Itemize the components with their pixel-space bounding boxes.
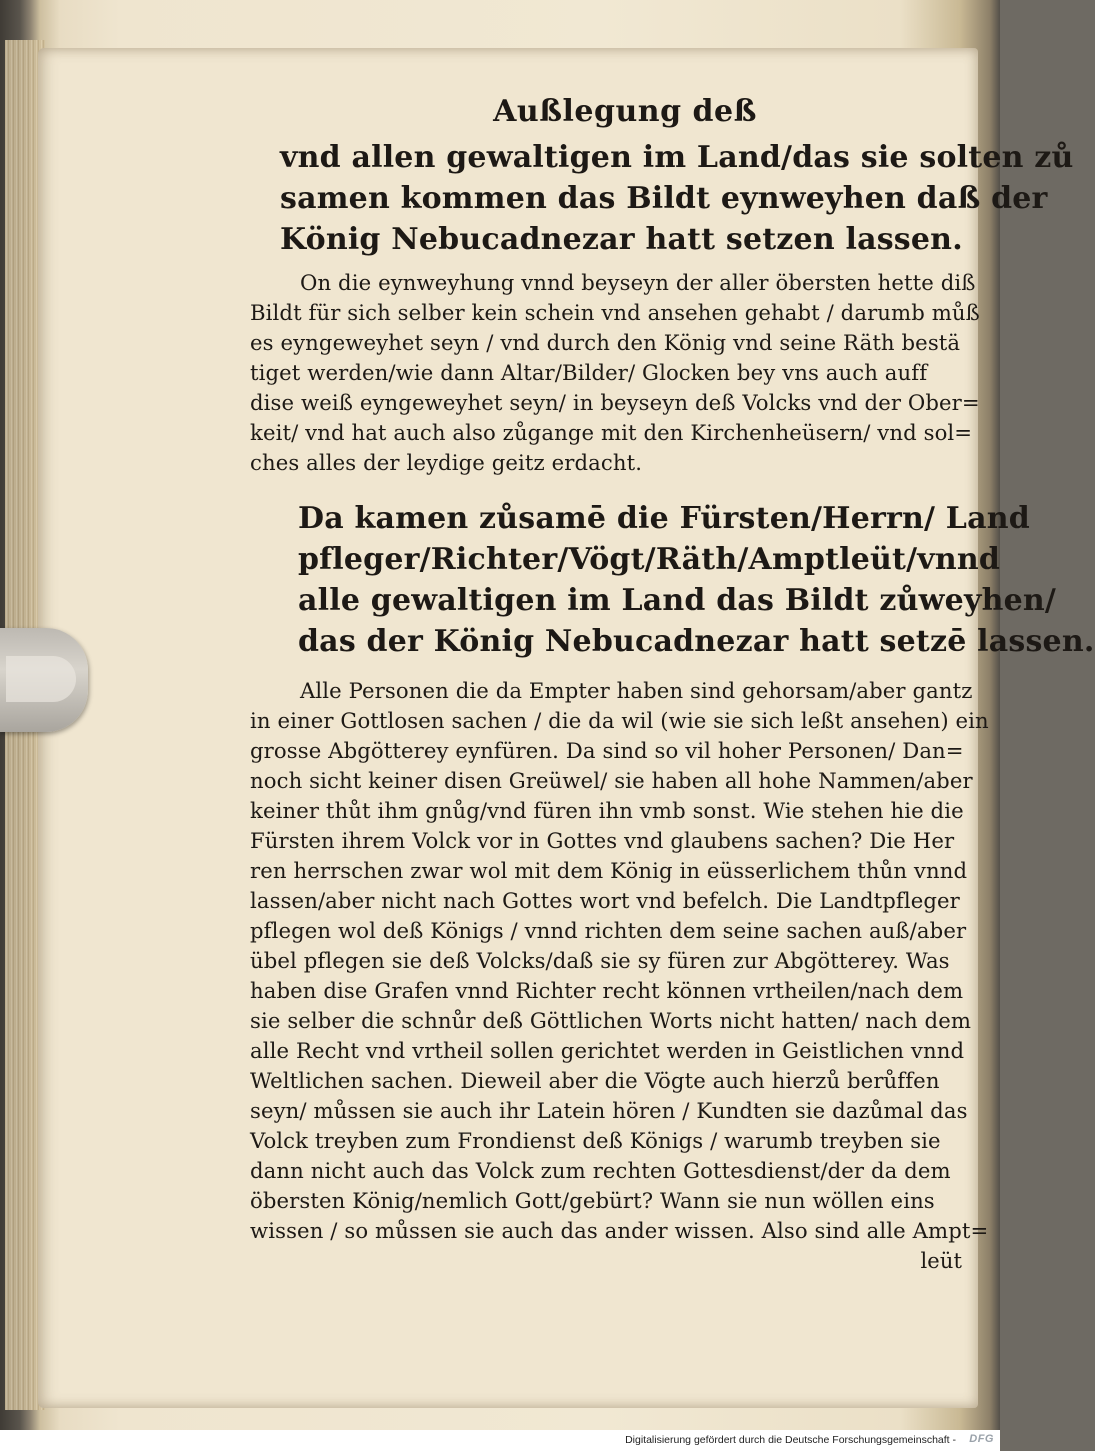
commentary-line: wissen / so můssen sie auch das ander wissen. Also sind alle Ampt=	[250, 1218, 989, 1243]
verse-line: pfleger/Richter/Vögt/Räth/Amptleüt/vnnd	[298, 542, 1001, 577]
commentary-line: alle Recht vnd vrtheil sollen gerichtet werden in Geistlichen vnnd	[250, 1038, 965, 1063]
commentary-line: pflegen wol deß Königs / vnnd richten dem seine sachen auß/aber	[250, 918, 967, 943]
commentary-line: seyn/ můssen sie auch ihr Latein hören / Kundten sie dazůmal das	[250, 1098, 968, 1123]
commentary-line: noch sicht keiner disen Greüwel/ sie haben all hohe Nammen/aber	[250, 768, 973, 793]
bookmark-clip	[0, 628, 88, 732]
commentary-line: Weltlichen sachen. Dieweil aber die Vögte auch hierzů berůffen	[250, 1068, 940, 1093]
commentary-line: Alle Personen die da Empter haben sind gehorsam/aber gantz	[300, 678, 973, 703]
commentary-block-2	[250, 676, 989, 1276]
verse-line: Da kamen zůsamē die Fürsten/Herrn/ Land	[298, 501, 1030, 536]
commentary-line: keiner thůt ihm gnůg/vnd füren ihn vmb sonst. Wie stehen hie die	[250, 798, 964, 823]
commentary-line: Volck treyben zum Frondienst deß Königs / warumb treyben sie	[250, 1128, 941, 1153]
verse-line: vnd allen gewaltigen im Land/das sie solten zů	[280, 140, 1074, 175]
commentary-line: haben dise Grafen vnnd Richter recht können vrtheilen/nach dem	[250, 978, 964, 1003]
funding-credit: Digitalisierung gefördert durch die Deutsche Forschungsgemeinschaft -	[625, 1434, 956, 1446]
catchword: leüt	[920, 1249, 962, 1273]
commentary-line: übel pflegen sie deß Volcks/daß sie sy füren zur Abgötterey. Was	[250, 948, 950, 973]
commentary-line: dise weiß eyngeweyhet seyn/ in beyseyn deß Volcks vnd der Ober=	[250, 390, 980, 415]
commentary-line: keit/ vnd hat auch also zůgange mit den Kirchenheüsern/ vnd sol=	[250, 420, 973, 445]
commentary-line: es eyngeweyhet seyn / vnd durch den König vnd seine Räth bestä	[250, 330, 961, 355]
commentary-line: On die eynweyhung vnnd beyseyn der aller öbersten hette diß	[300, 270, 976, 295]
verse-line: das der König Nebucadnezar hatt setzē lassen.	[298, 624, 1095, 659]
commentary-line: sie selber die schnůr deß Göttlichen Worts nicht hatten/ nach dem	[250, 1008, 972, 1033]
commentary-line: öbersten König/nemlich Gott/gebürt? Wann sie nun wöllen eins	[250, 1188, 935, 1213]
commentary-line: grosse Abgötterey eynfüren. Da sind so vil hoher Personen/ Dan=	[250, 738, 964, 763]
commentary-line: lassen/aber nicht nach Gottes wort vnd befelch. Die Landtpfleger	[250, 888, 960, 913]
page-text	[250, 82, 1095, 1276]
commentary-block-1	[250, 268, 980, 478]
commentary-line: Bildt für sich selber kein schein vnd ansehen gehabt / darumb můß	[250, 300, 980, 325]
digitization-footer	[0, 1430, 1000, 1451]
dfg-logo: DFG	[969, 1433, 994, 1445]
commentary-line: Fürsten ihrem Volck vor in Gottes vnd glaubens sachen? Die Her	[250, 828, 955, 853]
verse-line: König Nebucadnezar hatt setzen lassen.	[280, 222, 963, 257]
verse-block-1	[280, 137, 1074, 260]
commentary-line: dann nicht auch das Volck zum rechten Gottesdienst/der da dem	[250, 1158, 951, 1183]
verse-line: alle gewaltigen im Land das Bildt zůweyhen/	[298, 583, 1057, 618]
verse-line: samen kommen das Bildt eynweyhen daß der	[280, 181, 1048, 216]
running-head: Außlegung deß	[493, 94, 757, 129]
commentary-line: ches alles der leydige geitz erdacht.	[250, 450, 643, 475]
commentary-line: ren herrschen zwar wol mit dem König in eüsserlichem thůn vnnd	[250, 858, 968, 883]
commentary-line: tiget werden/wie dann Altar/Bilder/ Glocken bey vns auch auff	[250, 360, 928, 385]
verse-block-2	[298, 498, 1095, 662]
commentary-line: in einer Gottlosen sachen / die da wil (wie sie sich leßt ansehen) ein	[250, 708, 989, 733]
